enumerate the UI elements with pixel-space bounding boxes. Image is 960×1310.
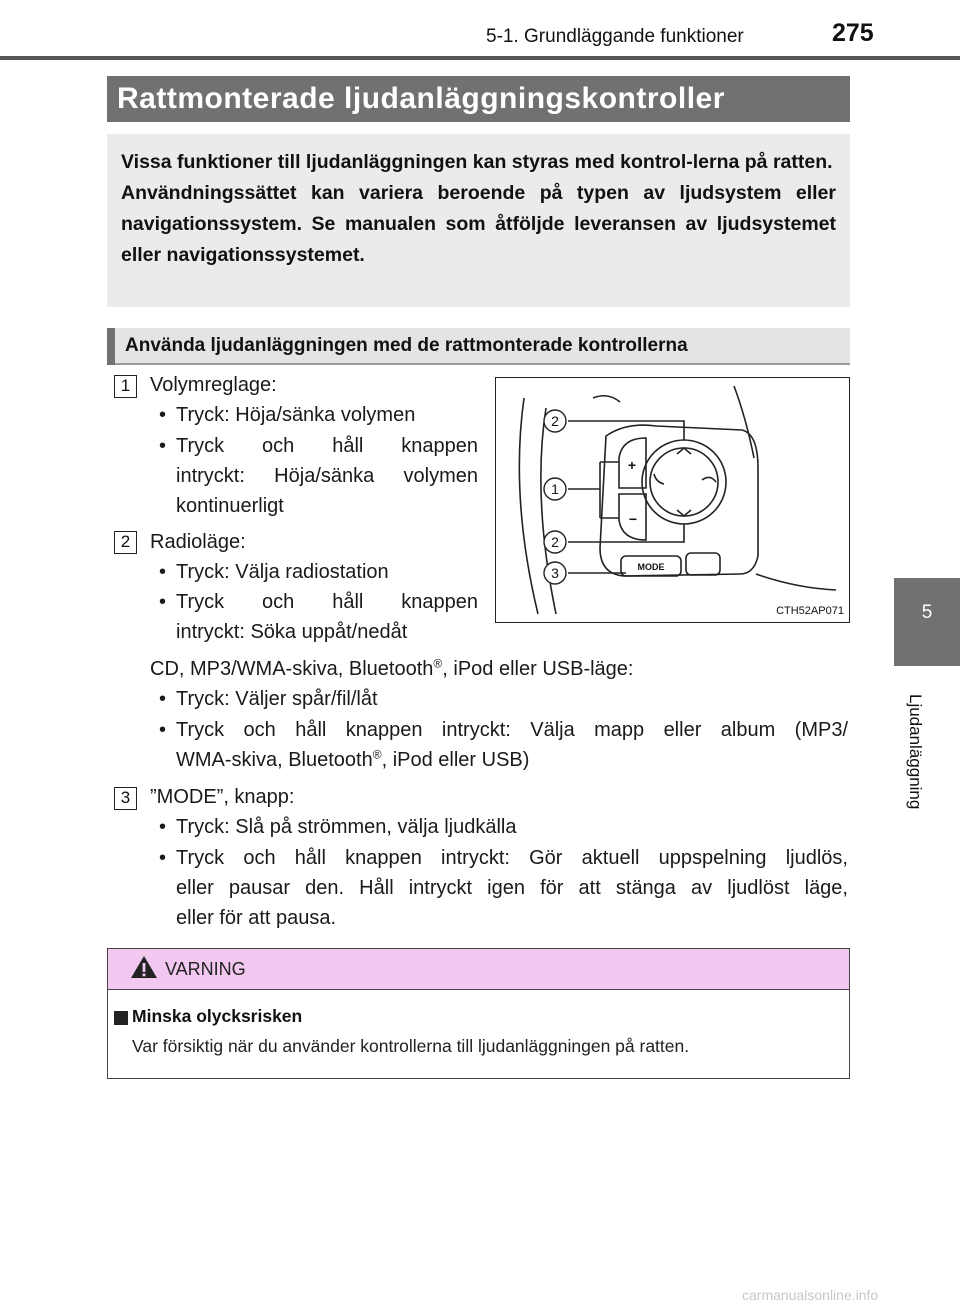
bullet-glyph: • <box>159 816 167 838</box>
item-1-heading: Volymreglage: <box>150 374 277 396</box>
item-2-bullet-2-cont: intryckt: Söka uppåt/nedåt <box>176 621 408 643</box>
intro-box <box>107 134 850 307</box>
page-title: Rattmonterade ljudanläggningskontroller <box>117 82 725 115</box>
phone-icon <box>654 474 664 484</box>
item-2-bullet-4-cont <box>176 745 529 775</box>
item-1-bullet-2-cont: intryckt: Höja/sänka volymen <box>176 465 478 487</box>
item-3-bullet-2: Tryck och håll knappen intryckt: Gör aktuell uppspelning ljudlös, <box>176 847 848 869</box>
item-1-badge: 1 <box>114 375 137 398</box>
registered-mark: ® <box>372 747 382 762</box>
warning-triangle-icon <box>130 954 158 980</box>
chapter-label: Ljudanläggning <box>906 694 925 810</box>
warning-box <box>107 948 850 1079</box>
subsection-header <box>107 328 850 365</box>
item-2-heading-2-pre: CD, MP3/WMA-skiva, Bluetooth <box>150 658 434 680</box>
chapter-tab <box>894 578 960 666</box>
item-3-bullet-1: Tryck: Slå på strömmen, välja ljudkälla <box>176 816 517 838</box>
item-2-bullet-4: Tryck och håll knappen intryckt: Välja mapp eller album (MP3/ <box>176 719 848 741</box>
mode-button-label: MODE <box>637 562 665 572</box>
intro-para-1: Vissa funktioner till ljudanläggningen kan styras med kontrol-lerna på ratten. <box>121 151 833 173</box>
item-2-heading-2 <box>150 654 633 684</box>
volume-minus-label: − <box>628 511 638 527</box>
intro-para-2: Användningssättet kan variera beroende på typen av ljudsystem eller navigationssystem. Se manualen som åtföljde leveransen av ljudsystemet eller navigationssystemet. <box>121 182 836 266</box>
bullet-glyph: • <box>159 561 167 583</box>
warning-header <box>108 949 849 990</box>
item-3-bullet-2-cont: eller pausar den. Håll intryckt igen för att stänga av ljudlöst läge, <box>176 877 848 899</box>
bullet-glyph: • <box>159 591 167 613</box>
item-1-bullet-1: Tryck: Höja/sänka volymen <box>176 404 416 426</box>
item-2-bullet-3: Tryck: Väljer spår/fil/låt <box>176 688 378 710</box>
steering-controls-illustration <box>495 377 850 623</box>
callout-1-label: 1 <box>551 481 559 497</box>
wheel-hub-edge <box>734 386 754 458</box>
warning-body: Var försiktig när du använder kontrollerna till ljudanläggningen på ratten. <box>132 1036 690 1056</box>
warning-heading: Minska olycksrisken <box>132 1006 303 1026</box>
wheel-spoke-top <box>593 396 620 402</box>
image-code: CTH52AP071 <box>776 605 844 617</box>
item-1-bullet-2-end: kontinuerligt <box>176 495 284 517</box>
steering-controls-drawing <box>496 378 848 621</box>
item-2-bullet-4-pre: WMA-skiva, Bluetooth <box>176 749 373 771</box>
volume-plus-label: + <box>627 457 637 473</box>
bullet-glyph: • <box>159 719 167 741</box>
callout-2-bottom-label: 2 <box>551 534 559 550</box>
warning-title: VARNING <box>165 959 246 979</box>
voice-button <box>686 553 720 575</box>
item-1-bullet-2: Tryck och håll knappen <box>176 435 478 457</box>
warning-bullet-square <box>114 1011 128 1025</box>
bullet-glyph: • <box>159 404 167 426</box>
callout-3-label: 3 <box>551 565 559 581</box>
subsection-title: Använda ljudanläggningen med de rattmonterade kontrollerna <box>125 335 688 356</box>
header-rule <box>0 56 960 60</box>
item-2-bullet-2: Tryck och håll knappen <box>176 591 478 613</box>
item-2-bullet-1: Tryck: Välja radiostation <box>176 561 389 583</box>
section-header: 5-1. Grundläggande funktioner <box>486 26 744 47</box>
wheel-hub-bottom <box>756 574 836 590</box>
page-title-bar <box>107 76 850 122</box>
registered-mark: ® <box>433 656 443 671</box>
bullet-glyph: • <box>159 688 167 710</box>
seek-pad <box>642 440 726 524</box>
watermark: carmanualsonline.info <box>742 1287 879 1303</box>
chapter-label-wrap <box>895 694 925 824</box>
item-2-heading-2-post: , iPod eller USB-läge: <box>442 658 634 680</box>
callout-2-top-line <box>568 421 684 440</box>
bullet-glyph: • <box>159 435 167 457</box>
item-3-badge: 3 <box>114 787 137 810</box>
wheel-rim-outer <box>519 398 538 614</box>
hangup-icon <box>702 477 716 482</box>
subsection-bar <box>107 328 115 365</box>
item-3-bullet-2-end: eller för att pausa. <box>176 907 337 929</box>
bullet-glyph: • <box>159 847 167 869</box>
item-2-heading: Radioläge: <box>150 531 246 553</box>
item-2-badge: 2 <box>114 531 137 554</box>
item-3-heading: ”MODE”, knapp: <box>150 786 295 808</box>
item-2-bullet-4-post: , iPod eller USB) <box>381 749 530 771</box>
chapter-number: 5 <box>921 602 933 623</box>
page-number: 275 <box>832 19 874 47</box>
callout-2-top-label: 2 <box>551 413 559 429</box>
